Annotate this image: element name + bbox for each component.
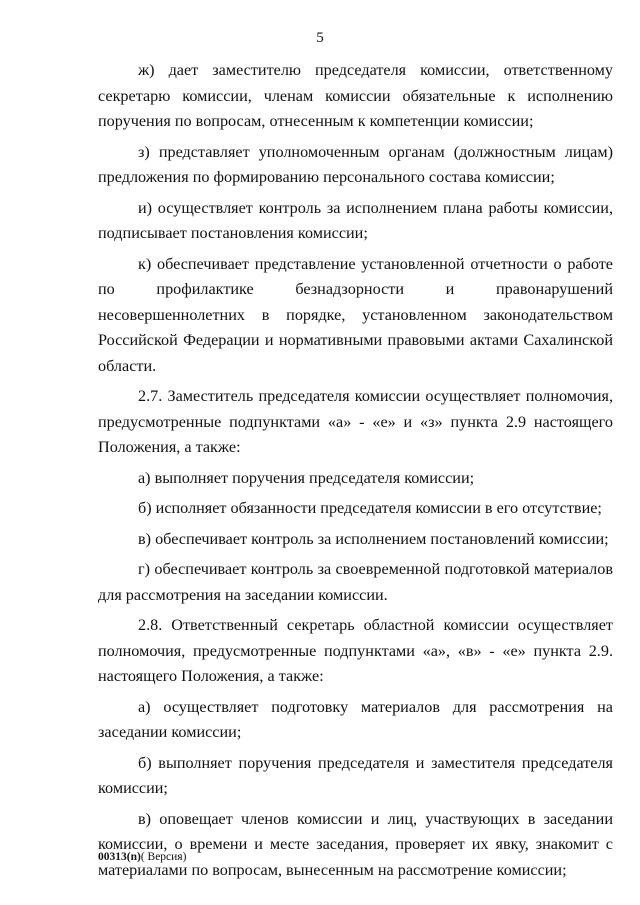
paragraph-k: к) обеспечивает представление установленной отчетности о работе по профилактике безнадзорности и правонарушений несовершеннолетних в порядке, установленном законодательством Российской Федерации и нормативными правовыми актами Сахалинской области. xyxy=(98,254,613,375)
paragraph-2-7-b: б) исполняет обязанности председателя комиссии в его отсутствие; xyxy=(138,499,602,517)
paragraph-2-8: 2.8. Ответственный секретарь областной комиссии осуществляет полномочия, предусмотренные подпунктами «а», «в» - «е» пункта 2.9. настоящего Положения, а также: xyxy=(98,616,613,685)
paragraph-2-8-b: б) выполняет поручения председателя и заместителя председателя комиссии; xyxy=(98,753,613,797)
paragraph-2-8-a: а) осуществляет подготовку материалов для рассмотрения на заседании комиссии; xyxy=(98,697,613,741)
footer-version: ( Версия) xyxy=(140,851,187,863)
paragraph-z: з) представляет уполномоченным органам (должностным лицам) предложения по формированию персонального состава комиссии; xyxy=(98,142,613,186)
footer-doc-code xyxy=(98,851,186,863)
paragraph-2-8-v: в) оповещает членов комиссии и лиц, участвующих в заседании комиссии, о времени и месте заседания, проверяет их явку, знакомит с материалами по вопросам, вынесенным на рассмотрение комиссии; xyxy=(98,809,613,879)
paragraph-2-7: 2.7. Заместитель председателя комиссии осуществляет полномочия, предусмотренные подпунктами «а» - «е» и «з» пункта 2.9 настоящего Положения, а также: xyxy=(98,387,613,456)
paragraph-zh: ж) дает заместителю председателя комиссии, ответственному секретарю комиссии, членам комиссии обязательные к исполнению поручения по вопросам, отнесенным к компетенции комиссии; xyxy=(98,61,613,130)
document-body xyxy=(98,58,613,883)
footer-code: 00313(n) xyxy=(98,851,141,863)
paragraph-2-7-v: в) обеспечивает контроль за исполнением постановлений комиссии; xyxy=(138,529,609,548)
page-number: 5 xyxy=(316,30,324,46)
paragraph-2-7-a: а) выполняет поручения председателя комиссии; xyxy=(138,468,475,487)
paragraph-2-7-g: г) обеспечивает контроль за своевременной подготовкой материалов для рассмотрения на заседании комиссии. xyxy=(98,560,613,604)
paragraph-i: и) осуществляет контроль за исполнением плана работы комиссии, подписывает постановления комиссии; xyxy=(98,198,613,242)
